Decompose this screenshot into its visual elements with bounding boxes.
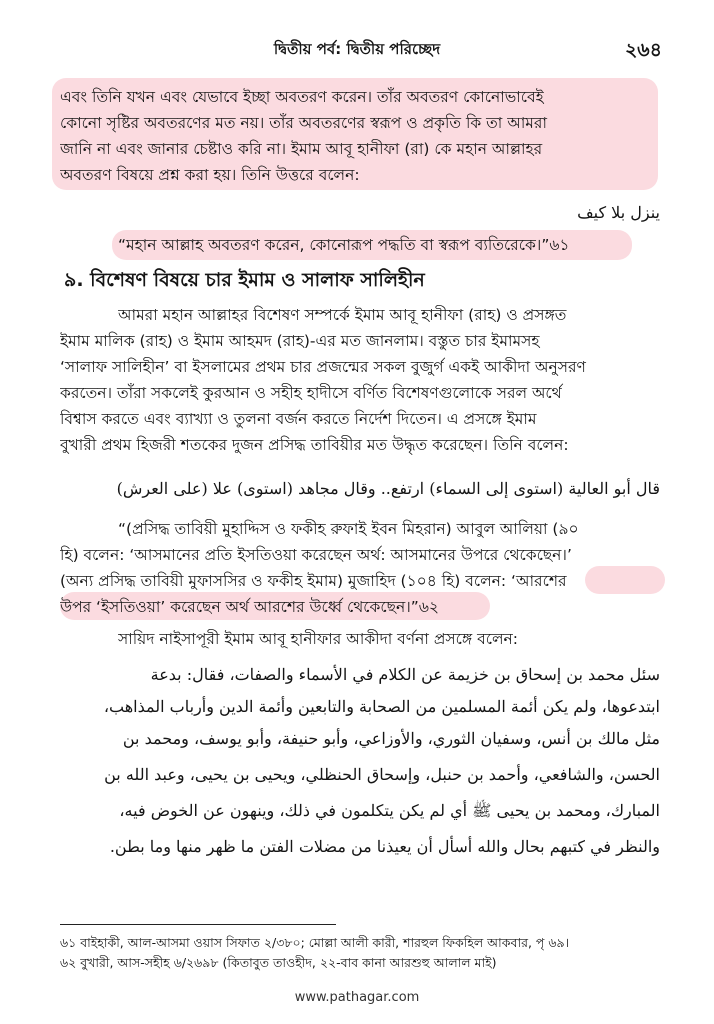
- page-number: ২৬৪: [624, 39, 662, 61]
- quote-1: “মহান আল্লাহ অবতরণ করেন, কোনোরূপ পদ্ধতি বা স্বরূপ ব্যতিরেকে।”৬১: [118, 236, 570, 254]
- para1-line-3: জানি না এবং জানার চেষ্টাও করি না। ইমাম আবূ হানীফা (রা) কে মহান আল্লাহর: [60, 140, 543, 158]
- section-heading: ৯. বিশেষণ বিষয়ে চার ইমাম ও সালাফ সালিহীন: [64, 269, 425, 291]
- quote2-line-3: (অন্য প্রসিদ্ধ তাবিয়ী মুফাসসির ও ফকীহ ইমাম) মুজাহিদ (১০৪ হি) বলেন: ‘আরশের: [60, 572, 567, 590]
- quote2-line-1: “(প্রসিদ্ধ তাবিয়ী মুহাদ্দিস ও ফকীহ রুফাই ইবন মিহরান) আবুল আলিয়া (৯০: [118, 520, 579, 538]
- para1-line-4: অবতরণ বিষয়ে প্রশ্ন করা হয়। তিনি উত্তরে বলেন:: [60, 166, 360, 184]
- arabic-passage-line-3: مثل مالك بن أنس، وسفيان الثوري، والأوزاعي، وأبو حنيفة، وأبو يوسف، ومحمد بن: [122, 729, 660, 748]
- arabic-passage-line-1: سئل محمد بن إسحاق بن خزيمة عن الكلام في الأسماء والصفات، فقال: بدعة: [150, 665, 660, 684]
- arabic-passage-line-6: والنظر في كتبهم بحال والله أسأل أن يعيذنا من مضلات الفتن ما ظهر منها وما بطن.: [109, 837, 660, 856]
- para2-line-4: করতেন। তাঁরা সকলেই কুরআন ও সহীহ হাদীসে বর্ণিত বিশেষণগুলোকে সরল অর্থে: [60, 384, 562, 402]
- quote2-line-4: উপর ‘ইসতিওয়া’ করেছেন অর্থ আরশের উর্ধ্বে থেকেছেন।”৬২: [60, 598, 439, 616]
- running-title: দ্বিতীয় পর্ব: দ্বিতীয় পরিচ্ছেদ: [273, 40, 441, 58]
- footer-url: www.pathagar.com: [294, 990, 420, 1005]
- para2-line-2: ইমাম মালিক (রাহ) ও ইমাম আহমদ (রাহ)-এর মত জানলাম। বস্তুত চার ইমামসহ: [60, 332, 540, 350]
- para3: সায়িদ নাইসাপূরী ইমাম আবূ হানীফার আকীদা বর্ণনা প্রসঙ্গে বলেন:: [118, 630, 518, 648]
- arabic-passage-line-5: المبارك، ومحمد بن يحيى ﷺ أي لم يكن يتكلمون في ذلك، وينهون عن الخوض فيه،: [119, 801, 660, 820]
- para1-line-2: কোনো সৃষ্টির অবতরণের মত নয়। তাঁর অবতরণের স্বরূপ ও প্রকৃতি কি তা আমরা: [60, 114, 547, 132]
- para2-line-1: আমরা মহান আল্লাহর বিশেষণ সম্পর্কে ইমাম আবূ হানীফা (রাহ) ও প্রসঙ্গত: [118, 306, 567, 324]
- para2-line-6: বুখারী প্রথম হিজরী শতকের দুজন প্রসিদ্ধ তাবিয়ীর মত উদ্ধৃত করেছেন। তিনি বলেন:: [60, 436, 569, 454]
- arabic-quote-1: ينزل بلا كيف: [577, 203, 660, 222]
- arabic-quote-2: قال أبو العالية (استوى إلى السماء) ارتفع.. وقال مجاهد (استوى) علا (على العرش): [116, 479, 660, 498]
- para1-line-1: এবং তিনি যখন এবং যেভাবে ইচ্ছা অবতরণ করেন। তাঁর অবতরণ কোনোভাবেই: [60, 88, 544, 106]
- footnote-62: ৬২ বুখারী, আস-সহীহ ৬/২৬৯৮ (কিতাবুত তাওহীদ, ২২-বাব কানা আরশুহু আলাল মাই): [60, 955, 497, 970]
- footnote-61: ৬১ বাইহাকী, আল-আসমা ওয়াস সিফাত ২/৩৮০; মোল্লা আলী কারী, শারহুল ফিকহিল আকবার, পৃ ৬৯।: [60, 935, 570, 950]
- para2-line-3: ‘সালাফ সালিহীন’ বা ইসলামের প্রথম চার প্রজন্মের সকল বুজুর্গ একই আকীদা অনুসরণ: [60, 358, 586, 376]
- arabic-passage-line-4: الحسن، والشافعي، وأحمد بن حنبل، وإسحاق الحنظلي، ويحيى بن يحيى، وعبد الله بن: [104, 765, 660, 784]
- page-header: [0, 34, 714, 62]
- para2-line-5: বিশ্বাস করতে এবং ব্যাখ্যা ও তুলনা বর্জন করতে নির্দেশ দিতেন। এ প্রসঙ্গে ইমাম: [60, 410, 537, 428]
- arabic-passage-line-2: ابتدعوها، ولم يكن أئمة المسلمين من الصحابة والتابعين وأئمة الدين وأرباب المذاهب،: [103, 697, 660, 716]
- quote2-line-2: হি) বলেন: ‘আসমানের প্রতি ইসতিওয়া করেছেন অর্থ: আসমানের উপরে থেকেছেন।’: [60, 546, 572, 564]
- footnote-divider: [60, 924, 336, 925]
